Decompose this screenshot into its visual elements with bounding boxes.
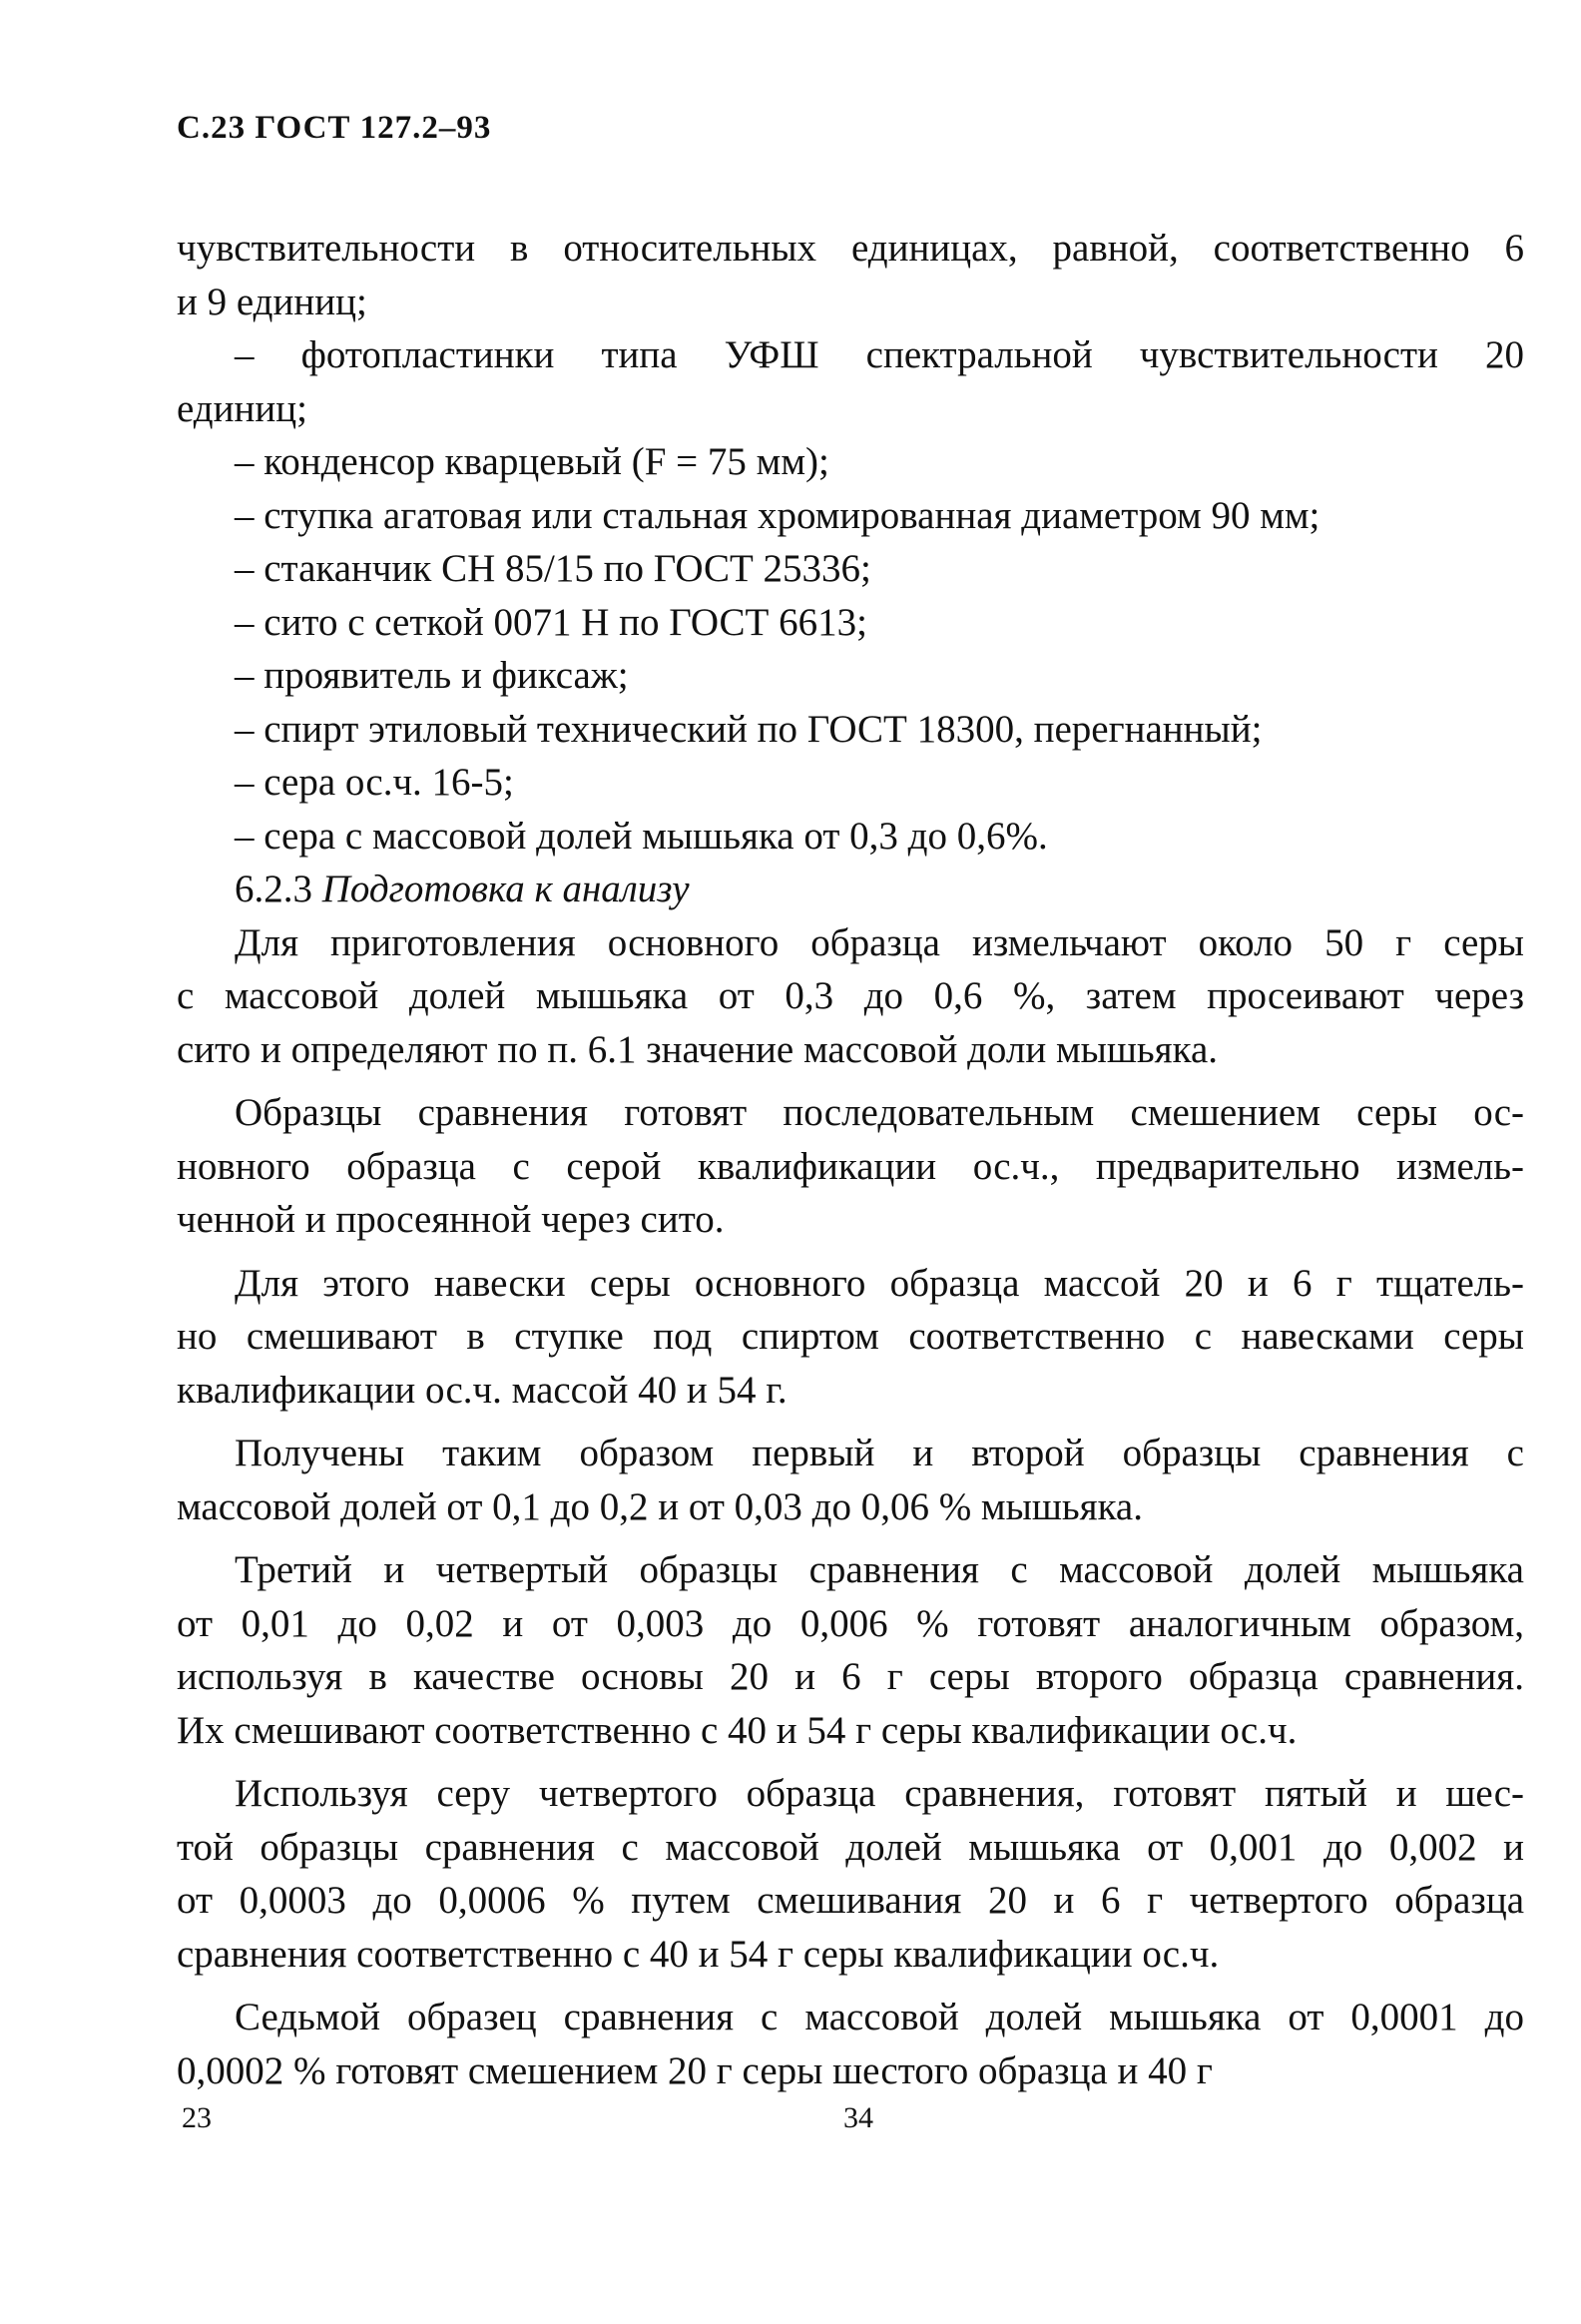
paragraph-line: используя в качестве основы 20 и 6 г серы второго образца сравнения. — [177, 1655, 1524, 1698]
text-line: чувствительности в относительных единицах, равной, соответственно 6 — [177, 227, 1524, 270]
paragraph-line: Для приготовления основного образца измельчают около 50 г серы — [235, 920, 1524, 964]
paragraph-line: 0,0002 % готовят смешением 20 г серы шестого образца и 40 г — [177, 2048, 1213, 2092]
body-text — [177, 222, 1524, 2097]
list-item: – сера ос.ч. 16-5; — [235, 761, 514, 804]
paragraph-line: той образцы сравнения с массовой долей мышьяка от 0,001 до 0,002 и — [177, 1825, 1524, 1869]
paragraph-line: Используя серу четвертого образца сравнения, готовят пятый и шес- — [235, 1772, 1524, 1815]
paragraph-line: Их смешивают соответственно с 40 и 54 г серы квалификации ос.ч. — [177, 1708, 1298, 1752]
paragraph-line: Третий и четвертый образцы сравнения с массовой долей мышьяка — [235, 1548, 1524, 1591]
list-item: – проявитель и фиксаж; — [235, 654, 629, 697]
paragraph-gap — [177, 1417, 1524, 1427]
list-item-continuation: единиц; — [177, 386, 307, 430]
paragraph-line: от 0,0003 до 0,0006 % путем смешивания 20 и 6 г четвертого образца — [177, 1879, 1524, 1922]
paragraph-line: сито и определяют по п. 6.1 значение массовой доли мышьяка. — [177, 1027, 1219, 1071]
paragraph-gap — [177, 1981, 1524, 1991]
paragraph-line: Образцы сравнения готовят последовательным смешением серы ос- — [235, 1091, 1524, 1134]
list-item: – ступка агатовая или стальная хромированная диаметром 90 мм; — [235, 493, 1320, 537]
paragraph-line: квалификации ос.ч. массой 40 и 54 г. — [177, 1368, 788, 1412]
section-heading — [177, 863, 1524, 916]
list-item: – сито с сеткой 0071 Н по ГОСТ 6613; — [235, 600, 867, 644]
paragraph-line: новного образца с серой квалификации ос.ч., предварительно измель- — [177, 1144, 1524, 1188]
text-line: и 9 единиц; — [177, 280, 367, 323]
list-item: – стаканчик СН 85/15 по ГОСТ 25336; — [235, 547, 871, 590]
paragraph-line: Седьмой образец сравнения с массовой долей мышьяка от 0,0001 до — [235, 1996, 1524, 2038]
paragraph-line: Получены таким образом первый и второй образцы сравнения с — [235, 1432, 1524, 1474]
page-number: 34 — [843, 2101, 873, 2134]
section-number: 6.2.3 — [235, 868, 312, 910]
paragraph-gap — [177, 1076, 1524, 1086]
paragraph-line: сравнения соответственно с 40 и 54 г серы квалификации ос.ч. — [177, 1932, 1220, 1976]
paragraph-line: с массовой долей мышьяка от 0,3 до 0,6 %, затем просеивают через — [177, 974, 1524, 1017]
list-item: – фотопластинки типа УФШ спектральной чувствительности 20 — [235, 333, 1524, 376]
paragraph-gap — [177, 1533, 1524, 1543]
paragraph-line: массовой долей от 0,1 до 0,2 и от 0,03 до 0,06 % мышьяка. — [177, 1484, 1143, 1528]
paragraph-line: от 0,01 до 0,02 и от 0,003 до 0,006 % готовят аналогичным образом, — [177, 1601, 1524, 1645]
paragraph-line: ченной и просеянной через сито. — [177, 1198, 725, 1241]
paragraph-gap — [177, 1757, 1524, 1767]
paragraph-line: Для этого навески серы основного образца массой 20 и 6 г тщатель- — [235, 1261, 1524, 1305]
footer-left-number: 23 — [182, 2101, 212, 2134]
list-item: – спирт этиловый технический по ГОСТ 18300, перегнанный; — [235, 707, 1263, 751]
section-title: Подготовка к анализу — [321, 868, 690, 910]
paragraph-line: но смешивают в ступке под спиртом соответственно с навесками серы — [177, 1315, 1524, 1358]
list-item: – конденсор кварцевый (F = 75 мм); — [235, 440, 829, 483]
list-item: – сера с массовой долей мышьяка от 0,3 до 0,6%. — [235, 814, 1048, 858]
paragraph-gap — [177, 1247, 1524, 1257]
page-header: С.23 ГОСТ 127.2–93 — [177, 110, 492, 146]
